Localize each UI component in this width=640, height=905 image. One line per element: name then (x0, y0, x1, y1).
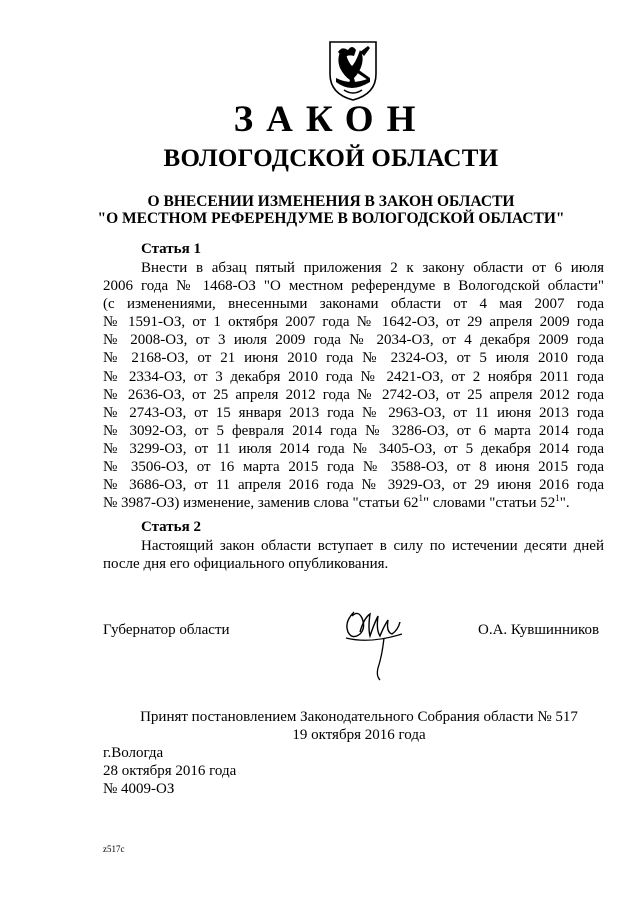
law-number: № 4009-ОЗ (103, 781, 175, 797)
article-1-line: № 2334-ОЗ, от 3 декабря 2010 года № 2421-ОЗ, от 2 ноября 2011 года (103, 368, 604, 385)
article-1-line: № 3092-ОЗ, от 5 февраля 2014 года № 3286-ОЗ, от 6 марта 2014 года (103, 422, 604, 439)
article-2-line: Настоящий закон области вступает в силу по истечении десяти дней (141, 538, 604, 554)
article-1-line: № 2743-ОЗ, от 15 января 2013 года № 2963-ОЗ, от 11 июня 2013 года (103, 404, 604, 421)
article-1-line: № 3506-ОЗ, от 16 марта 2015 года № 3588-ОЗ, от 8 июня 2015 года (103, 459, 604, 476)
article-1-line: № 1591-ОЗ, от 1 октября 2007 года № 1642-ОЗ, от 29 апреля 2009 года (103, 314, 604, 331)
article-1-last-end: ". (559, 495, 570, 512)
article-1-line: Внести в абзац пятый приложения 2 к закону области от 6 июля (141, 260, 604, 276)
article-1-line: № 2636-ОЗ, от 25 апреля 2012 года № 2742-ОЗ, от 25 апреля 2012 года (103, 386, 604, 403)
article-1-line: (с изменениями, внесенными законами области от 4 мая 2007 года (103, 296, 604, 313)
adoption-info (0, 708, 640, 744)
adoption-date: 19 октября 2016 года (292, 727, 426, 743)
handwritten-signature (340, 598, 410, 684)
signing-date: 28 октября 2016 года (103, 763, 237, 779)
law-subject (0, 193, 640, 227)
region-title: ВОЛОГОДСКОЙ ОБЛАСТИ (163, 145, 499, 172)
article-1-line: № 3299-ОЗ, от 11 июля 2014 года № 3405-ОЗ, от 5 декабря 2014 года (103, 440, 604, 457)
superscript: 1 (418, 493, 423, 504)
signatory-name: О.А. Кувшинников (478, 622, 600, 638)
superscript: 1 (555, 493, 560, 504)
adoption-line: Принят постановлением Законодательного Собрания области № 517 (140, 709, 578, 725)
article-1-text (103, 259, 604, 512)
article-1-line: № 2008-ОЗ, от 3 июля 2009 года № 2034-ОЗ, от 4 декабря 2009 года (103, 332, 604, 349)
article-1-last-line (103, 494, 604, 512)
article-1-last-mid: " словами "статьи 52 (422, 495, 556, 512)
article-2-text (103, 537, 604, 573)
article-1-line: № 3686-ОЗ, от 11 апреля 2016 года № 3929-ОЗ, от 29 июня 2016 года (103, 477, 604, 494)
article-1-line: № 2168-ОЗ, от 21 июня 2010 года № 2324-ОЗ, от 5 июля 2010 года (103, 350, 604, 367)
article-1-line: 2006 года № 1468-ОЗ "О местном референдуме в Вологодской области" (103, 278, 604, 295)
article-1-last-prefix: № 3987-ОЗ) изменение, заменив слова "статьи 62 (103, 495, 419, 512)
law-subject-line: О ВНЕСЕНИИ ИЗМЕНЕНИЯ В ЗАКОН ОБЛАСТИ (147, 193, 515, 210)
document-title: ЗАКОН (233, 99, 429, 140)
coat-of-arms-icon (326, 38, 380, 102)
law-subject-line: "О МЕСТНОМ РЕФЕРЕНДУМЕ В ВОЛОГОДСКОЙ ОБЛАСТИ" (97, 210, 565, 227)
city: г.Вологда (103, 745, 164, 761)
article-1-heading: Статья 1 (141, 241, 201, 257)
signatory-position: Губернатор области (103, 622, 230, 638)
document-code: z517c (103, 844, 125, 854)
article-2-last-line: после дня его официального опубликования. (103, 556, 389, 573)
place-date-number (103, 744, 236, 798)
article-2-heading: Статья 2 (141, 519, 201, 535)
